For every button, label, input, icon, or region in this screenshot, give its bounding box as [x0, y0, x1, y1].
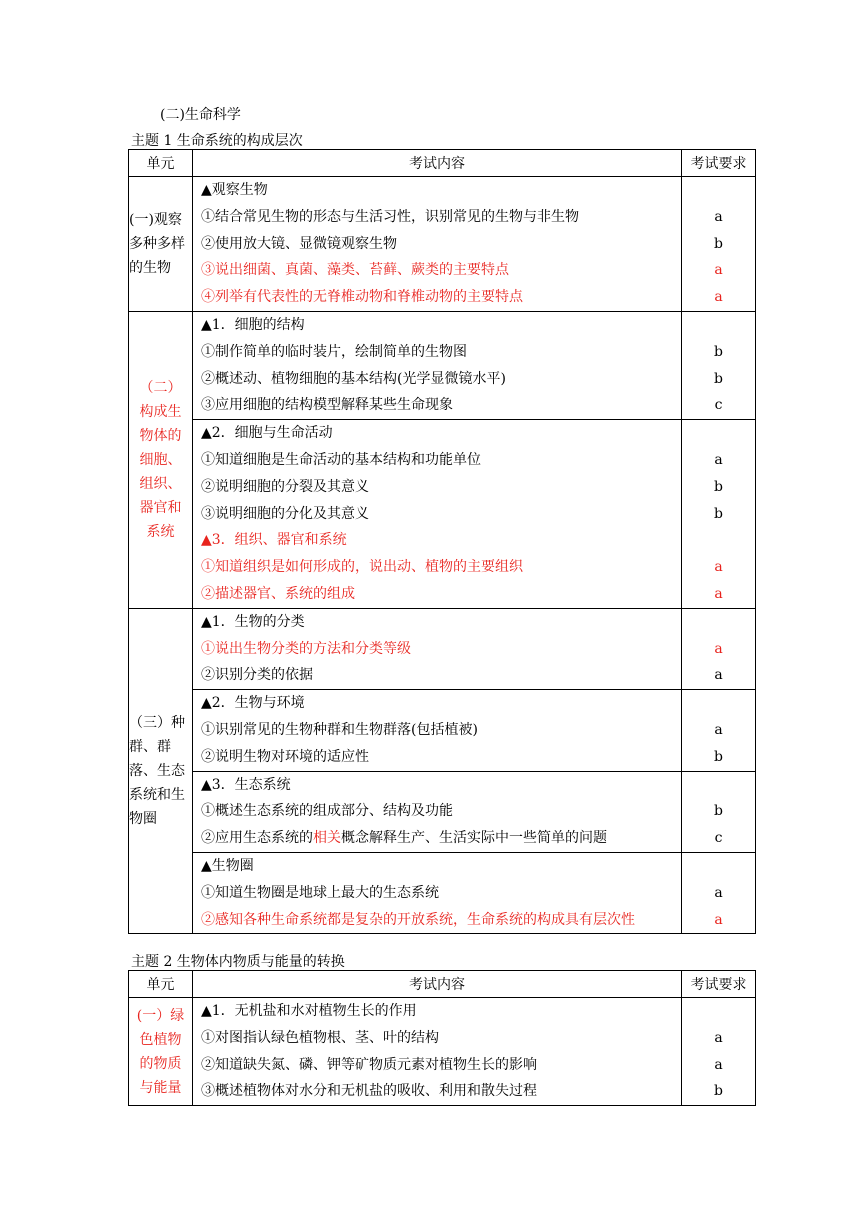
content-item: ①知道生物圈是地球上最大的生态系统 — [201, 884, 439, 901]
table-header-row — [129, 971, 756, 998]
requirement-level: b — [714, 370, 723, 387]
requirement-level: a — [714, 585, 723, 602]
requirement-level: c — [714, 397, 723, 414]
requirement-cell — [682, 998, 756, 1106]
content-heading: ▲2．细胞与生命活动 — [201, 425, 333, 442]
content-item: ①结合常见生物的形态与生活习性，识别常见的生物与非生物 — [201, 208, 579, 225]
content-heading: ▲3．生态系统 — [201, 776, 291, 793]
content-item: ①制作简单的临时装片，绘制简单的生物图 — [201, 343, 467, 360]
table-row — [129, 177, 756, 312]
topic-title: 主题 2 生物体内物质与能量的转换 — [131, 954, 345, 970]
requirement-level: b — [714, 343, 723, 360]
requirement-cell — [682, 608, 756, 689]
requirement-level: a — [714, 1056, 723, 1073]
requirement-level — [682, 853, 755, 880]
requirement-level: a — [714, 911, 723, 928]
content-cell — [193, 690, 682, 771]
content-item: ②知道缺失氮、磷、钾等矿物质元素对植物生长的影响 — [201, 1056, 537, 1073]
requirement-level: a — [714, 721, 723, 738]
requirement-level — [682, 312, 755, 339]
header-unit: 单元 — [129, 971, 193, 998]
table-header-row — [129, 150, 756, 177]
requirement-cell — [682, 852, 756, 933]
requirement-level: a — [714, 1029, 723, 1046]
requirement-level: b — [714, 803, 723, 820]
table-row — [129, 771, 756, 852]
content-item: ②应用生态系统的相关概念解释生产、生活实际中一些简单的问题 — [201, 830, 607, 847]
table-row — [129, 852, 756, 933]
content-cell — [193, 998, 682, 1106]
table-row — [129, 998, 756, 1106]
content-heading: ▲1．细胞的结构 — [201, 316, 305, 333]
content-heading: ▲1．无机盐和水对植物生长的作用 — [201, 1003, 417, 1019]
content-item: ②识别分类的依据 — [201, 667, 313, 684]
requirement-level — [682, 177, 755, 204]
section-title: (二)生命科学 — [160, 107, 241, 123]
content-heading: ▲2．生物与环境 — [201, 695, 305, 712]
syllabus-table — [128, 149, 756, 934]
content-item: ②说明生物对环境的适应性 — [201, 748, 369, 765]
content-item: ①概述生态系统的组成部分、结构及功能 — [201, 803, 453, 820]
requirement-level — [682, 609, 755, 636]
content-heading: ▲观察生物 — [201, 182, 268, 198]
unit-name: （二）构成生物体的细胞、组织、器官和系统 — [129, 311, 193, 608]
requirement-level: a — [714, 667, 723, 684]
requirement-level: a — [714, 208, 723, 225]
content-heading: ▲1．生物的分类 — [201, 613, 305, 630]
requirement-level: a — [714, 289, 723, 306]
content-cell — [193, 852, 682, 933]
header-requirement: 考试要求 — [682, 971, 756, 998]
table-row — [129, 608, 756, 689]
requirement-level: b — [714, 478, 723, 495]
content-item: ③说出细菌、真菌、藻类、苔藓、蕨类的主要特点 — [201, 262, 509, 279]
requirement-level: b — [714, 235, 723, 252]
content-item: ③说明细胞的分化及其意义 — [201, 505, 369, 522]
unit-name: (一)观察多种多样的生物 — [129, 177, 193, 312]
content-cell — [193, 608, 682, 689]
requirement-level — [682, 527, 755, 554]
content-cell — [193, 177, 682, 312]
table-row — [129, 420, 756, 609]
content-item: ③应用细胞的结构模型解释某些生命现象 — [201, 397, 453, 414]
requirement-level: a — [714, 559, 723, 576]
requirement-cell — [682, 420, 756, 609]
requirement-level: b — [714, 505, 723, 522]
requirement-level: b — [714, 1083, 723, 1100]
content-item: ②描述器官、系统的组成 — [201, 585, 355, 602]
content-item: ②感知各种生命系统都是复杂的开放系统，生命系统的构成具有层次性 — [201, 911, 635, 928]
requirement-level — [682, 690, 755, 717]
content-item: ④列举有代表性的无脊椎动物和脊椎动物的主要特点 — [201, 289, 523, 306]
requirement-level — [682, 772, 755, 799]
table-row — [129, 311, 756, 419]
requirement-cell — [682, 311, 756, 419]
requirement-cell — [682, 690, 756, 771]
header-content: 考试内容 — [193, 150, 682, 177]
content-item: ①对图指认绿色植物根、茎、叶的结构 — [201, 1029, 439, 1046]
content-item: ①说出生物分类的方法和分类等级 — [201, 640, 411, 657]
content-item: ①识别常见的生物种群和生物群落(包括植被) — [201, 721, 478, 738]
syllabus-table — [128, 970, 756, 1106]
content-cell — [193, 311, 682, 419]
content-item: ②说明细胞的分裂及其意义 — [201, 478, 369, 495]
content-item: ③概述植物体对水分和无机盐的吸收、利用和散失过程 — [201, 1083, 537, 1100]
unit-name: (一）绿色植物的物质与能量 — [129, 998, 193, 1106]
requirement-level: a — [714, 640, 723, 657]
content-cell — [193, 771, 682, 852]
content-item: ②概述动、植物细胞的基本结构(光学显微镜水平) — [201, 370, 506, 387]
requirement-level: a — [714, 884, 723, 901]
requirement-level: b — [714, 748, 723, 765]
content-item: ①知道组织是如何形成的，说出动、植物的主要组织 — [201, 559, 523, 576]
content-cell — [193, 420, 682, 609]
content-item: ①知道细胞是生命活动的基本结构和功能单位 — [201, 451, 481, 468]
table-row — [129, 690, 756, 771]
requirement-level: a — [714, 451, 723, 468]
topic-title: 主题 1 生命系统的构成层次 — [131, 133, 303, 149]
highlighted-term: 相关 — [313, 830, 341, 847]
content-heading: ▲生物圈 — [201, 857, 254, 874]
header-content: 考试内容 — [193, 971, 682, 998]
content-item: ②使用放大镜、显微镜观察生物 — [201, 235, 397, 252]
content-heading: ▲3．组织、器官和系统 — [201, 532, 347, 549]
requirement-cell — [682, 177, 756, 312]
requirement-cell — [682, 771, 756, 852]
requirement-level: a — [714, 262, 723, 279]
requirement-level — [682, 998, 755, 1025]
unit-name: （三）种群、群落、生态系统和生物圈 — [129, 608, 193, 934]
header-unit: 单元 — [129, 150, 193, 177]
requirement-level: c — [714, 830, 723, 847]
requirement-level — [682, 420, 755, 447]
header-requirement: 考试要求 — [682, 150, 756, 177]
